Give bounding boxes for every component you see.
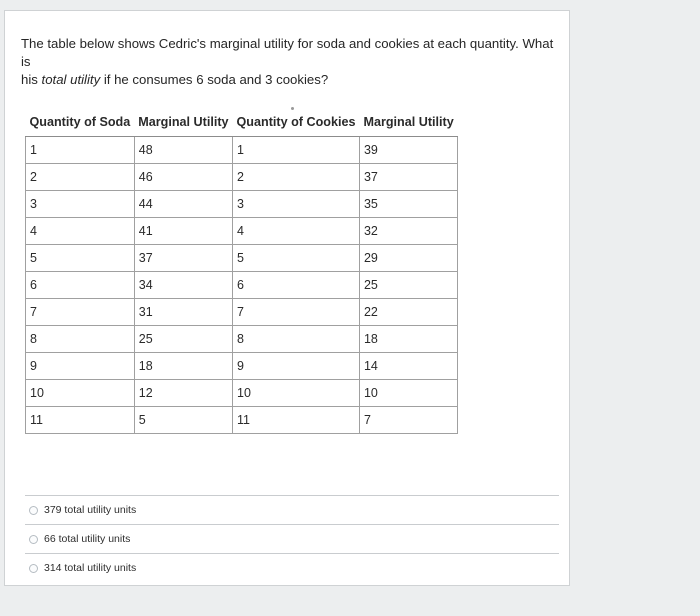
cell-soda-quantity: 7 <box>26 299 135 326</box>
table-row <box>26 272 458 299</box>
cell-soda-quantity: 5 <box>26 245 135 272</box>
table-header-row <box>26 108 458 137</box>
cell-cookie-mu: 37 <box>359 164 457 191</box>
cell-soda-quantity: 4 <box>26 218 135 245</box>
marginal-utility-table <box>25 108 458 434</box>
question-card <box>4 10 570 586</box>
cell-cookie-quantity: 4 <box>233 218 360 245</box>
table-row <box>26 218 458 245</box>
cell-soda-quantity: 6 <box>26 272 135 299</box>
header-quantity-soda: Quantity of Soda <box>26 108 135 137</box>
cell-cookie-quantity: 8 <box>233 326 360 353</box>
table-row <box>26 299 458 326</box>
cell-cookie-mu: 14 <box>359 353 457 380</box>
radio-button-icon[interactable] <box>29 564 38 573</box>
cell-soda-mu: 34 <box>134 272 232 299</box>
table-row <box>26 191 458 218</box>
cell-cookie-mu: 39 <box>359 137 457 164</box>
cell-cookie-quantity: 10 <box>233 380 360 407</box>
cell-soda-mu: 25 <box>134 326 232 353</box>
cell-soda-quantity: 10 <box>26 380 135 407</box>
cell-soda-quantity: 3 <box>26 191 135 218</box>
cell-soda-quantity: 8 <box>26 326 135 353</box>
question-text <box>21 35 561 89</box>
cell-cookie-quantity: 11 <box>233 407 360 434</box>
answer-option-2[interactable] <box>25 525 561 553</box>
answer-label: 314 total utility units <box>44 562 137 574</box>
cell-cookie-mu: 25 <box>359 272 457 299</box>
cell-cookie-mu: 35 <box>359 191 457 218</box>
radio-button-icon[interactable] <box>29 506 38 515</box>
cell-cookie-quantity: 2 <box>233 164 360 191</box>
table-row <box>26 326 458 353</box>
table-row <box>26 380 458 407</box>
header-quantity-cookies: Quantity of Cookies <box>233 108 360 137</box>
answer-option-3[interactable] <box>25 554 561 582</box>
table-row <box>26 245 458 272</box>
answer-option-1[interactable] <box>25 496 561 524</box>
cell-soda-mu: 41 <box>134 218 232 245</box>
cell-cookie-mu: 18 <box>359 326 457 353</box>
cell-cookie-quantity: 7 <box>233 299 360 326</box>
cell-soda-quantity: 9 <box>26 353 135 380</box>
question-line-2-start: his <box>21 72 42 87</box>
cell-cookie-quantity: 1 <box>233 137 360 164</box>
answer-label: 379 total utility units <box>44 504 137 516</box>
cell-cookie-quantity: 9 <box>233 353 360 380</box>
question-line-2-end: if he consumes 6 soda and 3 cookies? <box>100 72 329 87</box>
cell-cookie-mu: 29 <box>359 245 457 272</box>
cell-cookie-quantity: 5 <box>233 245 360 272</box>
cell-soda-mu: 48 <box>134 137 232 164</box>
table-row <box>26 164 458 191</box>
cell-cookie-quantity: 6 <box>233 272 360 299</box>
cell-soda-mu: 12 <box>134 380 232 407</box>
cell-soda-mu: 5 <box>134 407 232 434</box>
cell-soda-quantity: 2 <box>26 164 135 191</box>
table-row <box>26 137 458 164</box>
answer-options <box>25 495 561 582</box>
cell-cookie-mu: 22 <box>359 299 457 326</box>
cell-soda-mu: 44 <box>134 191 232 218</box>
cell-cookie-mu: 10 <box>359 380 457 407</box>
cell-soda-quantity: 1 <box>26 137 135 164</box>
cell-soda-mu: 46 <box>134 164 232 191</box>
cell-soda-quantity: 11 <box>26 407 135 434</box>
question-line-1: The table below shows Cedric's marginal utility for soda and cookies at each quantity. What is <box>21 36 554 69</box>
header-marginal-utility-soda: Marginal Utility <box>134 108 232 137</box>
question-emphasis: total utility <box>41 72 101 87</box>
table-row <box>26 353 458 380</box>
cell-soda-mu: 31 <box>134 299 232 326</box>
cell-cookie-quantity: 3 <box>233 191 360 218</box>
cell-cookie-mu: 7 <box>359 407 457 434</box>
radio-button-icon[interactable] <box>29 535 38 544</box>
table-row <box>26 407 458 434</box>
header-marginal-utility-cookies: Marginal Utility <box>359 108 457 137</box>
cell-cookie-mu: 32 <box>359 218 457 245</box>
answer-label: 66 total utility units <box>44 533 131 545</box>
cell-soda-mu: 37 <box>134 245 232 272</box>
cell-soda-mu: 18 <box>134 353 232 380</box>
